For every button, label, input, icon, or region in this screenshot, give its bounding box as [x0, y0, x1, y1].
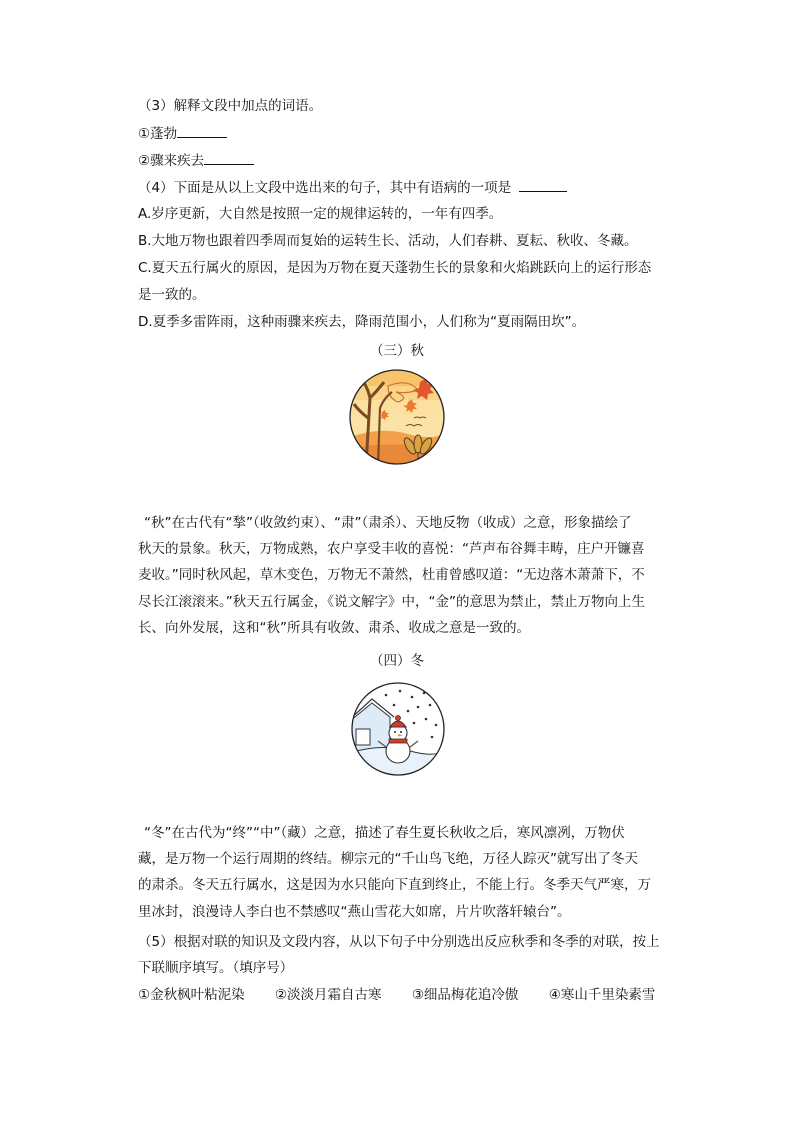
autumn-line: 长、向外发展，这和“秋”所具有收敛、肃杀、收成之意是一致的。: [138, 619, 530, 636]
winter-line: 藏，是万物一个运行周期的终结。柳宗元的“千山鸟飞绝，万径人踪灭”就写出了冬天: [138, 851, 638, 868]
answer-blank[interactable]: [519, 177, 567, 192]
q4-option-a: A.岁序更新，大自然是按照一定的规律运转的，一年有四季。: [138, 206, 503, 222]
autumn-illustration: [348, 368, 446, 466]
q4-option-d: D.夏季多雷阵雨，这种雨骤来疾去，降雨范围小，人们称为“夏雨隔田坎”。: [138, 314, 586, 330]
q3-item1-label: ①蓬勃: [138, 126, 178, 142]
q3-item1: [138, 123, 227, 144]
winter-line: “冬”在古代为“终”“中”（藏）之意，描述了春生夏长秋收之后，寒风凛冽，万物伏: [144, 825, 625, 841]
answer-blank[interactable]: [204, 150, 254, 165]
winter-paragraph: [138, 820, 678, 925]
q4-title: [138, 177, 567, 198]
autumn-paragraph: [138, 510, 678, 641]
q5-choice: ④寒山千里染素雪: [548, 987, 656, 1003]
q4-option-c-line1: C.夏天五行属火的原因，是因为万物在夏天蓬勃生长的景象和火焰跳跃向上的运行形态: [138, 260, 652, 276]
snowman-scene-icon: [350, 681, 446, 777]
autumn-line: 尽长江滚滚来。”秋天五行属金，《说文解字》中，“金”的意思为禁止，禁止万物向上生: [138, 593, 645, 610]
autumn-line: 麦收。”同时秋风起，草木变色，万物无不萧然，杜甫曾感叹道：“无边落木萧萧下，不: [138, 567, 645, 584]
winter-line: 里冰封，浪漫诗人李白也不禁感叹“燕山雪花大如席，片片吹落轩辕台”。: [138, 903, 571, 920]
winter-illustration: [350, 681, 446, 777]
winter-line: 的肃杀。冬天五行属水，这是因为水只能向下直到终止，不能上行。冬季天气严寒，万: [138, 877, 651, 894]
autumn-heading: （三）秋: [370, 343, 424, 359]
q5-line1: （5）根据对联的知识及文段内容，从以下句子中分别选出反应秋季和冬季的对联，按上: [138, 934, 660, 950]
q5-choices: [138, 984, 655, 1006]
answer-blank[interactable]: [177, 123, 227, 138]
q3-item2: [138, 150, 254, 171]
q5-choice: ①金秋枫叶粘泥染: [138, 987, 245, 1003]
q5-choice: ③细品梅花追冷傲: [411, 987, 519, 1003]
q5-choice: ②淡淡月霜自古寒: [274, 987, 382, 1003]
autumn-scene-icon: [348, 368, 446, 466]
autumn-line: “秋”在古代有“揫”（收敛约束）、“肃”（肃杀）、天地反物（收成）之意，形象描绘了: [144, 515, 632, 531]
q3-item2-label: ②骤来疾去: [138, 153, 205, 169]
q3-title: （3）解释文段中加点的词语。: [138, 98, 323, 114]
q4-option-b: B.大地万物也跟着四季周而复始的运转生长、活动，人们春耕、夏耘、秋收、冬藏。: [138, 233, 638, 249]
q4-title-text: （4）下面是从以上文段中选出来的句子，其中有语病的一项是: [138, 180, 512, 196]
q4-option-c-line2: 是一致的。: [138, 287, 206, 303]
autumn-line: 秋天的景象。秋天，万物成熟，农户享受丰收的喜悦：“芦声布谷舞丰畴，庄户开镰喜: [138, 541, 645, 558]
winter-heading: （四）冬: [370, 653, 424, 669]
q5-line2: 下联顺序填写。（填序号）: [138, 960, 294, 976]
